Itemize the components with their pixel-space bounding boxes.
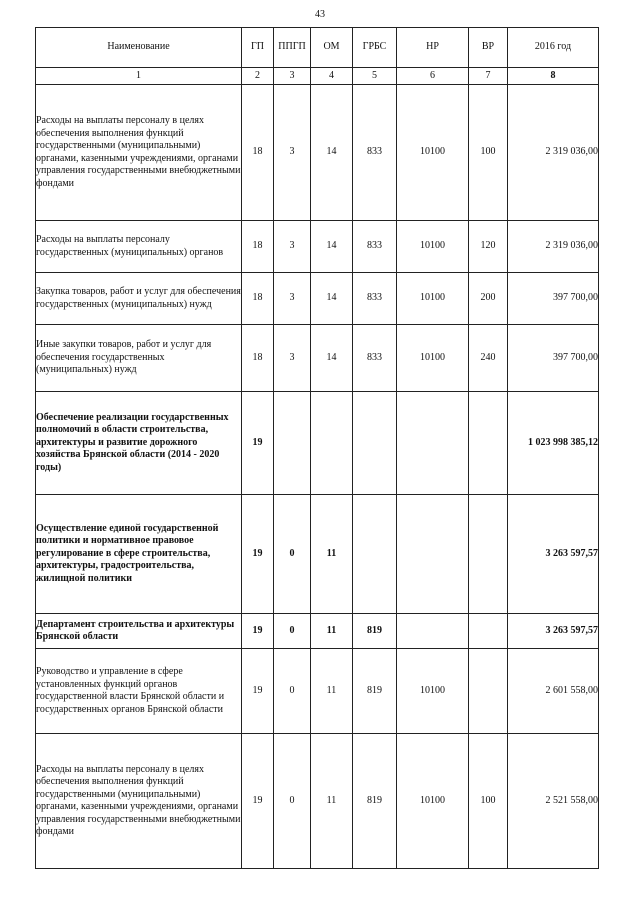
row-gp: 18 (242, 325, 274, 392)
header-name: Наименование (36, 28, 242, 68)
row-ppgp: 0 (274, 734, 311, 869)
row-vr: 240 (469, 325, 508, 392)
row-amount: 397 700,00 (508, 273, 599, 325)
table-row (36, 614, 599, 649)
column-number: 4 (311, 68, 353, 85)
row-vr: 200 (469, 273, 508, 325)
header-year: 2016 год (508, 28, 599, 68)
row-ppgp: 0 (274, 495, 311, 614)
row-amount: 2 319 036,00 (508, 85, 599, 221)
table-row (36, 495, 599, 614)
row-vr: 100 (469, 85, 508, 221)
header-om: ОМ (311, 28, 353, 68)
row-name: Закупка товаров, работ и услуг для обеспечения государственных (муниципальных) нужд (36, 273, 242, 325)
row-om: 14 (311, 221, 353, 273)
row-amount: 397 700,00 (508, 325, 599, 392)
row-grbs: 819 (353, 734, 397, 869)
row-om: 11 (311, 734, 353, 869)
row-name: Иные закупки товаров, работ и услуг для обеспечения государственных (муниципальных) нужд (36, 325, 242, 392)
header-nr: НР (397, 28, 469, 68)
row-gp: 18 (242, 85, 274, 221)
row-name: Расходы на выплаты персоналу в целях обеспечения выполнения функций государственными (муниципальными) органами, казенными учреждениями, органами управления государственными внебюджетными фондами (36, 85, 242, 221)
row-nr: 10100 (397, 649, 469, 734)
row-om (311, 392, 353, 495)
row-amount: 2 521 558,00 (508, 734, 599, 869)
row-om: 11 (311, 614, 353, 649)
row-om: 14 (311, 325, 353, 392)
row-grbs: 833 (353, 221, 397, 273)
row-name: Расходы на выплаты персоналу государственных (муниципальных) органов (36, 221, 242, 273)
row-vr (469, 392, 508, 495)
row-amount: 2 319 036,00 (508, 221, 599, 273)
table-row (36, 325, 599, 392)
row-amount: 3 263 597,57 (508, 614, 599, 649)
header-vr: ВР (469, 28, 508, 68)
row-om: 11 (311, 495, 353, 614)
row-nr (397, 495, 469, 614)
column-number: 7 (469, 68, 508, 85)
row-vr (469, 495, 508, 614)
row-nr: 10100 (397, 734, 469, 869)
row-vr (469, 614, 508, 649)
row-nr: 10100 (397, 85, 469, 221)
table-header-row (36, 28, 599, 68)
row-amount: 1 023 998 385,12 (508, 392, 599, 495)
row-name: Обеспечение реализации государственных полномочий в области строительства, архитектуры и развитие дорожного хозяйства Брянской области (2014 - 2020 годы) (36, 392, 242, 495)
row-om: 14 (311, 273, 353, 325)
row-vr: 100 (469, 734, 508, 869)
row-ppgp: 3 (274, 85, 311, 221)
header-ppgp: ППГП (274, 28, 311, 68)
row-nr (397, 392, 469, 495)
row-om: 14 (311, 85, 353, 221)
row-vr: 120 (469, 221, 508, 273)
row-grbs: 833 (353, 325, 397, 392)
row-amount: 2 601 558,00 (508, 649, 599, 734)
row-grbs (353, 495, 397, 614)
table-row (36, 221, 599, 273)
column-number: 5 (353, 68, 397, 85)
row-ppgp: 0 (274, 649, 311, 734)
column-number-row (36, 68, 599, 85)
table-row (36, 649, 599, 734)
row-gp: 19 (242, 734, 274, 869)
row-ppgp (274, 392, 311, 495)
row-gp: 18 (242, 221, 274, 273)
row-gp: 19 (242, 649, 274, 734)
table-row (36, 392, 599, 495)
table-row (36, 85, 599, 221)
row-gp: 19 (242, 392, 274, 495)
row-grbs: 819 (353, 649, 397, 734)
row-name: Осуществление единой государственной политики и нормативное правовое регулирование в сфере строительства, архитектуры, градостроительства, жилищной политики (36, 495, 242, 614)
row-name: Руководство и управление в сфере установленных функций органов государственной власти Брянской области и государственных органов Брянской области (36, 649, 242, 734)
row-nr: 10100 (397, 325, 469, 392)
table-row (36, 734, 599, 869)
row-nr (397, 614, 469, 649)
row-name: Расходы на выплаты персоналу в целях обеспечения выполнения функций государственными (муниципальными) органами, казенными учреждениями, органами управления государственными внебюджетными фондами (36, 734, 242, 869)
row-name: Департамент строительства и архитектуры Брянской области (36, 614, 242, 649)
row-gp: 19 (242, 495, 274, 614)
row-om: 11 (311, 649, 353, 734)
column-number: 8 (508, 68, 599, 85)
header-gp: ГП (242, 28, 274, 68)
row-grbs (353, 392, 397, 495)
row-grbs: 833 (353, 273, 397, 325)
row-gp: 19 (242, 614, 274, 649)
table-row (36, 273, 599, 325)
row-nr: 10100 (397, 273, 469, 325)
column-number: 2 (242, 68, 274, 85)
row-ppgp: 3 (274, 325, 311, 392)
column-number: 1 (36, 68, 242, 85)
row-vr (469, 649, 508, 734)
row-ppgp: 3 (274, 273, 311, 325)
row-grbs: 833 (353, 85, 397, 221)
row-grbs: 819 (353, 614, 397, 649)
row-nr: 10100 (397, 221, 469, 273)
column-number: 3 (274, 68, 311, 85)
column-number: 6 (397, 68, 469, 85)
row-gp: 18 (242, 273, 274, 325)
row-amount: 3 263 597,57 (508, 495, 599, 614)
row-ppgp: 3 (274, 221, 311, 273)
budget-table (35, 27, 599, 869)
header-grbs: ГРБС (353, 28, 397, 68)
page-number: 43 (315, 9, 325, 20)
row-ppgp: 0 (274, 614, 311, 649)
